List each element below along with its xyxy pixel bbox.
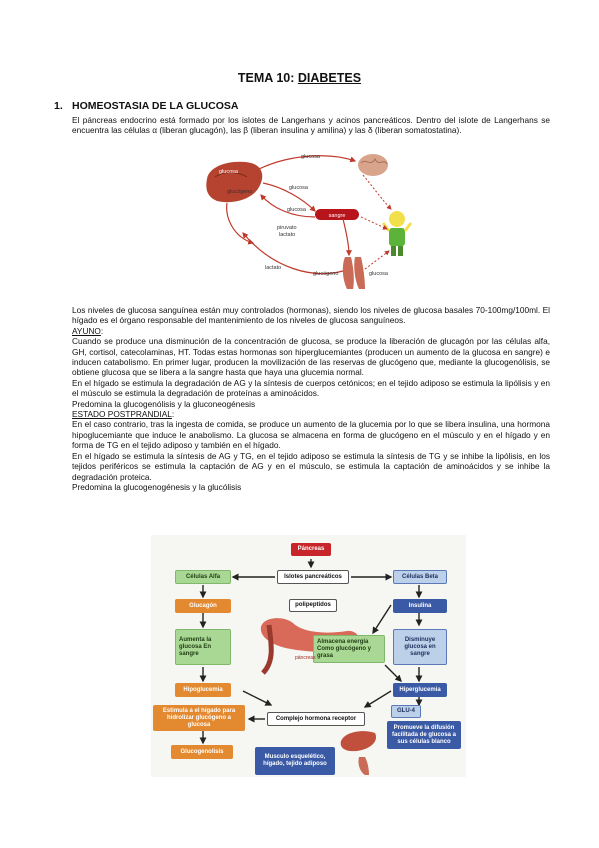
liver-stimulation-box: Estimula a el hígado para hidrolizar glucógeno a glucosa (153, 705, 245, 731)
intro-paragraph (72, 115, 550, 136)
intro-text: El páncreas endocrino está formado por los islotes de Langerhans y acinos pancreáticos. Dentro del islote de Langerhans se encuentra las células α (liberan glucagón), las β (liberan insulina y amilina) y las δ (liberan somatostatina). (72, 115, 550, 136)
title-main: DIABETES (297, 71, 362, 85)
liver-icon (206, 162, 262, 202)
pancreas-hormone-figure (151, 535, 466, 777)
piruvato-label: piruvato (277, 225, 297, 231)
stores-energy-box: Almacena energía Como glucógeno y grasa (313, 635, 385, 663)
liver-small-icon (341, 731, 376, 751)
muscle-icon (343, 257, 365, 289)
section-number: 1. (54, 100, 63, 112)
pancreas-small-label: páncreas (295, 655, 316, 661)
insulin-box: Insulina (393, 599, 447, 613)
postprandial-paragraph-1: En el caso contrario, tras la ingesta de comida, se produce un aumento de la glucemia por lo que se libera insulina, una hormona hipoglucemiante que induce le anabolismo. La glucosa se almacena en forma de glucógeno en el músculo y en el hígado y en forma de TG en el tejido adiposo y también en el hígado. (72, 419, 550, 451)
glucose-flow-figure (203, 147, 417, 293)
glucogeno-liver-label: glucógeno (227, 189, 253, 195)
target-tissues-box: Musculo esquelético, hígado, tejido adiposo (255, 747, 335, 775)
postprandial-paragraph-3: Predomina la glucogenogénesis y la glucólisis (72, 481, 242, 492)
promotes-diffusion-box: Promueve la difusión facilitada de glucosa a sus células blanco (387, 721, 461, 749)
lactato-low-label: lactato (265, 265, 282, 271)
muscle-small-icon (358, 757, 369, 775)
hyperglycemia-box: Hiperglucemia (393, 683, 447, 697)
ayuno-paragraph-3: Predomina la glucogenólisis y la gluconeogénesis (72, 398, 256, 409)
islets-box: Islotes pancreáticos (277, 570, 349, 584)
glucosa-liver-label: glucosa (219, 169, 238, 175)
ayuno-paragraph-2: En el hígado se estimula la degradación de AG y la síntesis de cuerpos cetónicos; en el tejido adiposo se estimula la lipólisis y en el músculo se estimula la degradación de proteínas a aminoácidos. (72, 377, 550, 399)
ayuno-heading: AYUNO (72, 325, 101, 336)
glucosa-mid-label: glucosa (289, 185, 308, 191)
person-icon (383, 211, 411, 256)
ayuno-paragraph-1: Cuando se produce una disminución de la concentración de glucosa, se produce la liberación de glucagón por las células alfa, GH, cortisol, catecolaminas, HT. Todas estas hormonas son hiperglucemiantes (producen un aumento de la glucosa en sangre) e inducen catabolismo. En primer lugar, producen la movilización de las reservas de glucógeno que, mediante la glucogenólisis, se obtiene glucosa que se libera a la sangre hasta que haya una glucemia normal. (72, 336, 550, 378)
increases-glucose-box: Aumenta la glucosa En sangre (175, 629, 231, 665)
sangre-label: sangre (328, 213, 346, 219)
glucosa-low-label: glucosa (287, 207, 306, 213)
glucogeno-muscle-label: glucógeno (313, 271, 339, 277)
decreases-glucose-box: Disminuye glucosa en sangre (393, 629, 447, 665)
title-prefix: TEMA 10: (237, 71, 298, 85)
beta-cells-box: Células Beta (393, 570, 447, 584)
glucosa-top-label: glucosa (301, 154, 320, 160)
levels-paragraph: Los niveles de glucosa sanguínea están muy controlados (hormonas), siendo los niveles de glucosa basales 70-100mg/100ml. El hígado es el órgano responsable del mantenimiento de los niveles de glucosa sanguíneos. (72, 305, 550, 326)
section-title: HOMEOSTASIA DE LA GLUCOSA (72, 100, 239, 112)
glucagon-box: Glucagón (175, 599, 231, 613)
hormone-receptor-box: Complejo hormona receptor (267, 712, 365, 726)
polypeptides-box: polipeptidos (289, 599, 337, 612)
glycogenolysis-box: Glucogenolisis (171, 745, 233, 759)
brain-icon (358, 154, 388, 176)
hypoglycemia-box: Hipoglucemia (175, 683, 231, 697)
glucose-flow-svg (203, 147, 417, 293)
postprandial-paragraph-2: En el hígado se estimula la síntesis de AG y TG, en el tejido adiposo se estimula la síntesis de TG y se inhibe la lipólisis, en los tejidos periféricos se estimula la captación de AG y en el músculo, se estimula la captación de aminoácidos y se inhibe la degradación proteica. (72, 450, 550, 482)
glucosa-muscle-label: glucosa (369, 271, 388, 277)
glu4-box: GLU-4 (391, 705, 421, 718)
body-text: Los niveles de glucosa sanguínea están muy controlados (hormonas), siendo los niveles de glucosa basales 70-100mg/100ml. El hígado es el órgano responsable del mantenimiento de los niveles de glucosa sanguíneos. AYUNO: Cuando se produce una disminución de la concentración de glucosa, se produce la liberación de glucagón por las células alfa, GH, cortisol, catecolaminas, HT. Todas estas hormonas son hiperglucemiantes (producen un aumento de la glucosa en sangre) e inducen catabolismo. En primer lugar, producen la movilización de las reservas de glucógeno que, mediante la glucogenólisis, se obtiene glucosa que se libera a la sangre hasta que haya una glucemia normal. En el hígado se estimula la degradación de AG y la síntesis de cuerpos cetónicos; en el tejido adiposo se estimula la lipólisis y en el músculo se estimula la degradación de proteínas a aminoácidos. Predomina la glucogenólisis y la gluconeogénesis ESTADO POSTPRANDIAL: En el caso contrario, tras la ingesta de comida, se produce un aumento de la glucemia por lo que se libera insulina, una hormona hipoglucemiante que induce le anabolismo. La glucosa se almacena en forma de glucógeno en el músculo y en el hígado y en forma de TG en el tejido adiposo y también en el hígado. En el hígado se estimula la síntesis de AG y TG, en el tejido adiposo se estimula la síntesis de TG y se inhibe la lipólisis, en los tejidos periféricos se estimula la captación de AG y en el músculo, se estimula la captación de aminoácidos y se inhibe la degradación proteica. Predomina la glucogenogénesis y la glucólisis (72, 305, 550, 492)
lactato-mid-label: lactato (279, 232, 296, 238)
alpha-cells-box: Células Alfa (175, 570, 231, 584)
pancreas-box: Páncreas (291, 543, 331, 556)
page-title (0, 71, 599, 85)
section-heading (54, 100, 238, 112)
postprandial-heading: ESTADO POSTPRANDIAL (72, 409, 172, 420)
